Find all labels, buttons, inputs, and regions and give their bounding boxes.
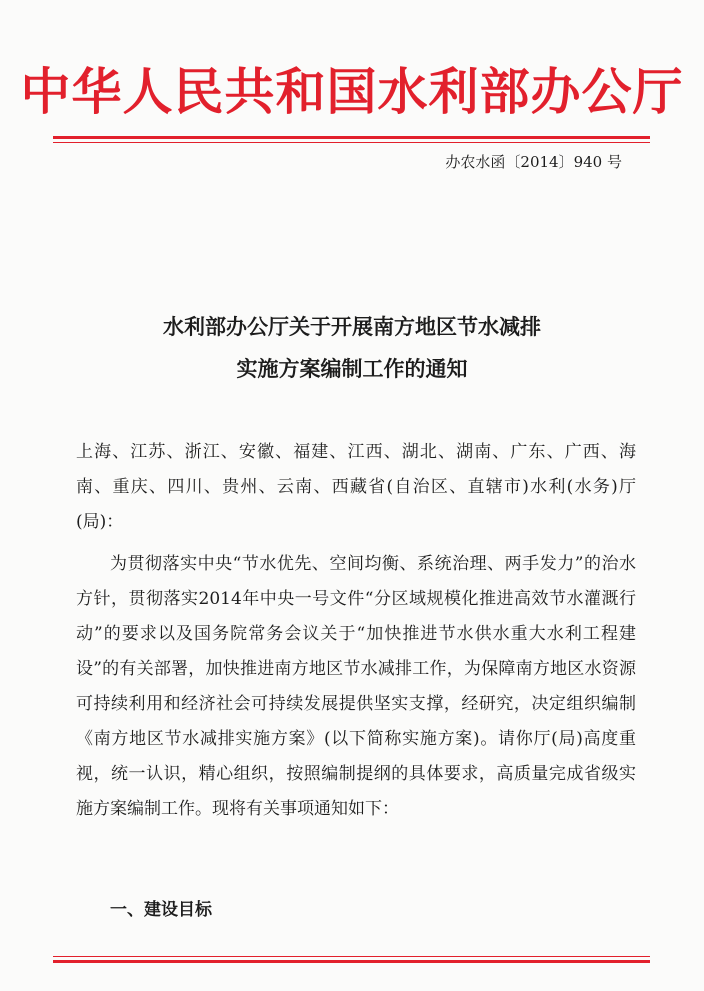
issuer-masthead: 中华人民共和国水利部办公厅 [20, 62, 684, 121]
document-title-line-1: 水利部办公厅关于开展南方地区节水减排 [163, 314, 541, 339]
header-rule-thick [53, 136, 650, 139]
footer-rule-thick [53, 960, 650, 963]
document-title-line-2: 实施方案编制工作的通知 [236, 356, 468, 381]
document-number: 办农水函〔2014〕940 号 [445, 153, 622, 171]
header-rule-thin [53, 142, 650, 143]
addressee: 上海、江苏、浙江、安徽、福建、江西、湖北、湖南、广东、广西、海南、重庆、四川、贵州、云南、西藏省(自治区、直辖市)水利(水务)厅(局)： [76, 442, 636, 532]
section-heading-1: 一、建设目标 [110, 900, 212, 920]
body-paragraph-1: 为贯彻落实中央“节水优先、空间均衡、系统治理、两手发力”的治水方针，贯彻落实2014年中央一号文件“分区域规模化推进高效节水灌溉行动”的要求以及国务院常务会议关于“加快推进节水供水重大水利工程建设”的有关部署，加快推进南方地区节水减排工作，为保障南方地区水资源可持续利用和经济社会可持续发展提供坚实支撑，经研究，决定组织编制《南方地区节水减排实施方案》(以下简称实施方案)。请你厅(局)高度重视，统一认识，精心组织，按照编制提纲的具体要求，高质量完成省级实施方案编制工作。现将有关事项通知如下： [76, 554, 636, 819]
footer-rule-thin [53, 956, 650, 957]
